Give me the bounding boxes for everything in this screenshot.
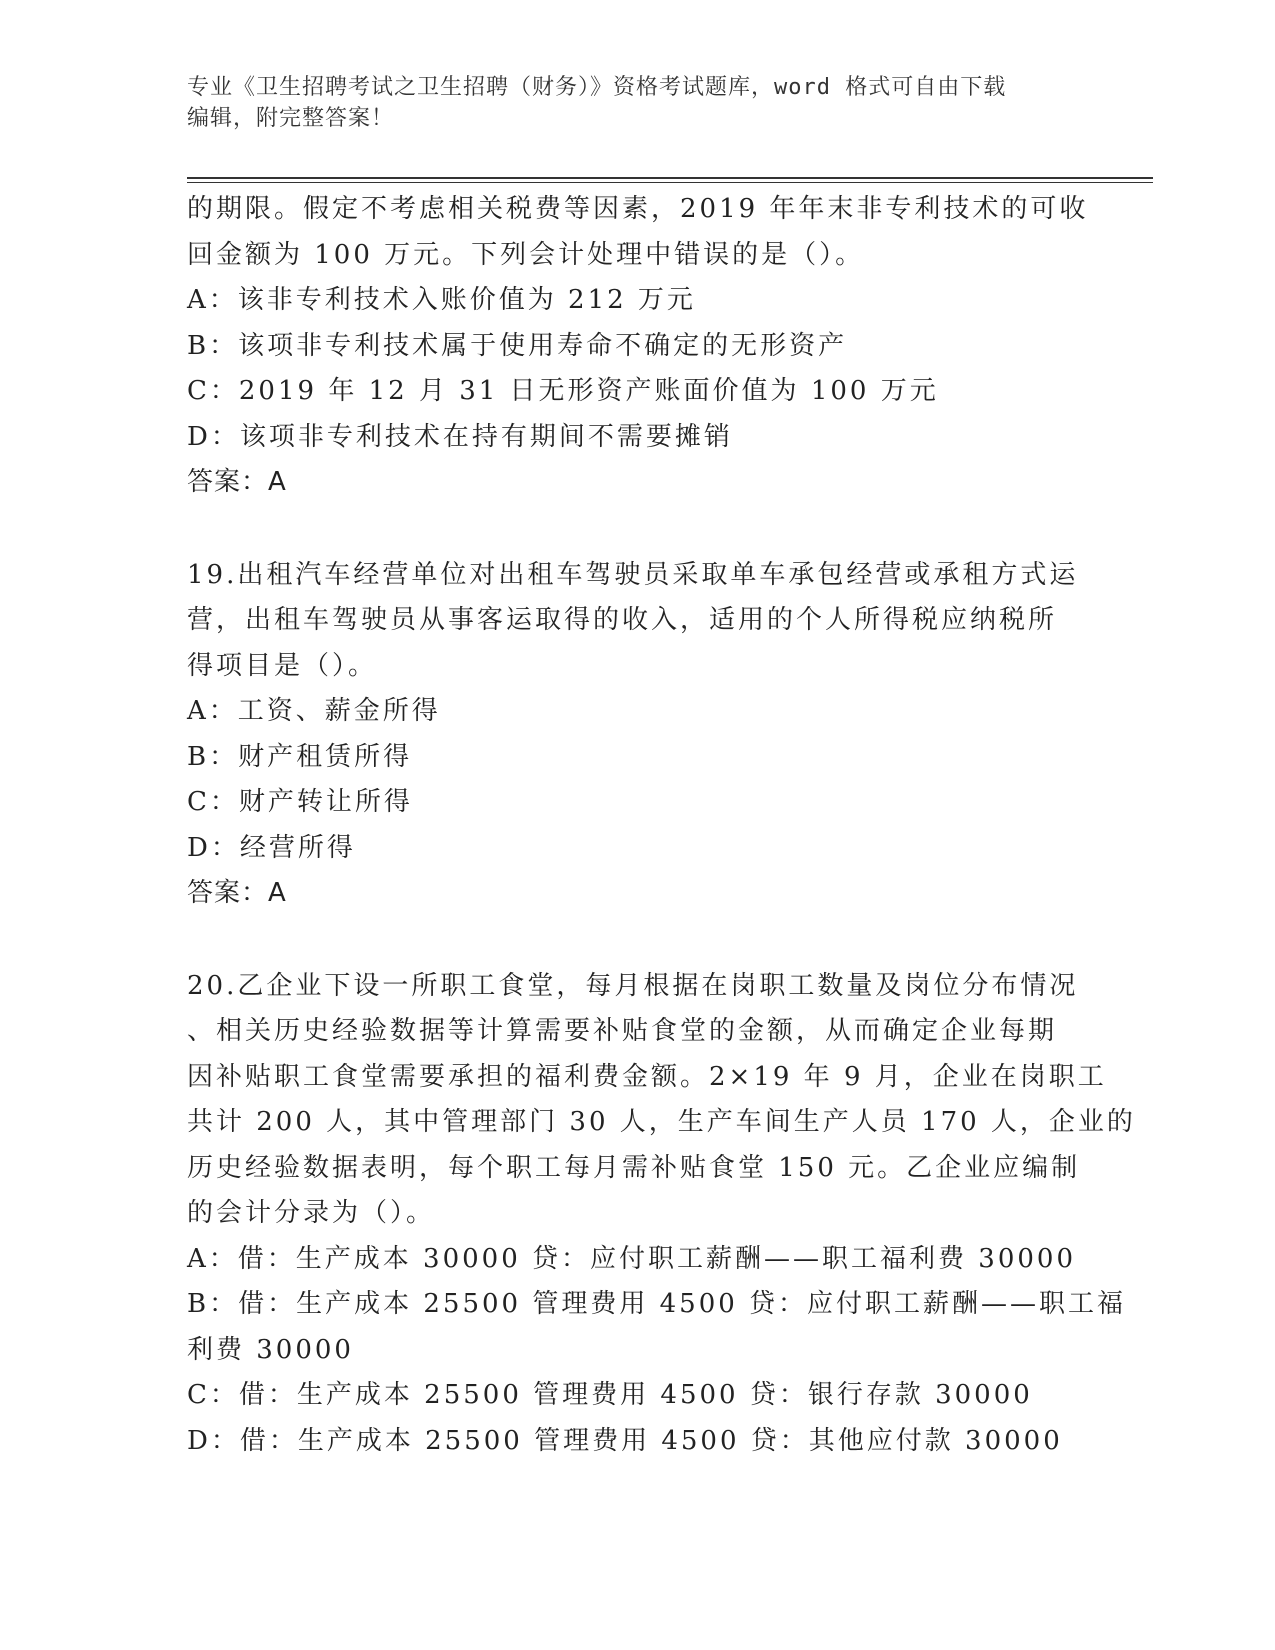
question-stem-line: 得项目是（）。 xyxy=(187,650,378,681)
option-a: A：工资、薪金所得 xyxy=(187,696,441,726)
question-18 xyxy=(187,187,1087,506)
question-gap xyxy=(187,506,1087,553)
option-c: C：借：生产成本 25500 管理费用 4500 贷：银行存款 30000 xyxy=(187,1380,1033,1410)
option-c: C：财产转让所得 xyxy=(187,787,413,817)
option-b: B：财产租赁所得 xyxy=(187,741,413,772)
option-a: A：借：生产成本 30000 贷：应付职工薪酬——职工福利费 30000 xyxy=(187,1243,1076,1274)
option-d: D：经营所得 xyxy=(187,832,356,863)
option-b: B：该项非专利技术属于使用寿命不确定的无形资产 xyxy=(187,330,848,361)
question-stem-line: 回金额为 100 万元。下列会计处理中错误的是（）。 xyxy=(187,239,865,270)
question-stem-line: 因补贴职工食堂需要承担的福利费金额。2×19 年 9 月，企业在岗职工 xyxy=(187,1061,1107,1092)
option-a: A：该非专利技术入账价值为 212 万元 xyxy=(187,285,696,315)
question-20 xyxy=(187,964,1136,1465)
question-stem-line: 的会计分录为（）。 xyxy=(187,1198,436,1228)
answer-line: 答案：A xyxy=(187,878,287,908)
question-stem-line: 共计 200 人，其中管理部门 30 人，生产车间生产人员 170 人，企业的 xyxy=(187,1107,1136,1137)
question-stem-line: 、相关历史经验数据等计算需要补贴食堂的金额，从而确定企业每期 xyxy=(187,1016,1058,1046)
header-rule-thin xyxy=(187,182,1153,183)
option-b: B：借：生产成本 25500 管理费用 4500 贷：应付职工薪酬——职工福 xyxy=(187,1289,1127,1319)
header-line: 编辑，附完整答案！ xyxy=(187,106,395,131)
question-stem-line: 19.出租汽车经营单位对出租车驾驶员采取单车承包经营或承租方式运 xyxy=(187,559,1079,590)
option-b-continued: 利费 30000 xyxy=(187,1334,354,1365)
question-stem-line: 营，出租车驾驶员从事客运取得的收入，适用的个人所得税应纳税所 xyxy=(187,605,1058,635)
header-line: 专业《卫生招聘考试之卫生招聘（财务）》资格考试题库，word 格式可自由下载 xyxy=(187,75,1007,100)
question-stem-line: 历史经验数据表明，每个职工每月需补贴食堂 150 元。乙企业应编制 xyxy=(187,1152,1081,1183)
header-rule-thick xyxy=(187,177,1153,179)
question-stem-line: 20.乙企业下设一所职工食堂，每月根据在岗职工数量及岗位分布情况 xyxy=(187,970,1079,1001)
option-d: D：该项非专利技术在持有期间不需要摊销 xyxy=(187,421,733,452)
question-gap xyxy=(187,917,1087,964)
question-content xyxy=(187,187,1136,1464)
question-stem-line: 的期限。假定不考虑相关税费等因素，2019 年年末非专利技术的可收 xyxy=(187,194,1089,224)
document-header xyxy=(187,72,1067,134)
question-19 xyxy=(187,553,1087,917)
option-c: C：2019 年 12 月 31 日无形资产账面价值为 100 万元 xyxy=(187,376,939,406)
answer-line: 答案：A xyxy=(187,467,287,497)
option-d: D：借：生产成本 25500 管理费用 4500 贷：其他应付款 30000 xyxy=(187,1425,1063,1456)
